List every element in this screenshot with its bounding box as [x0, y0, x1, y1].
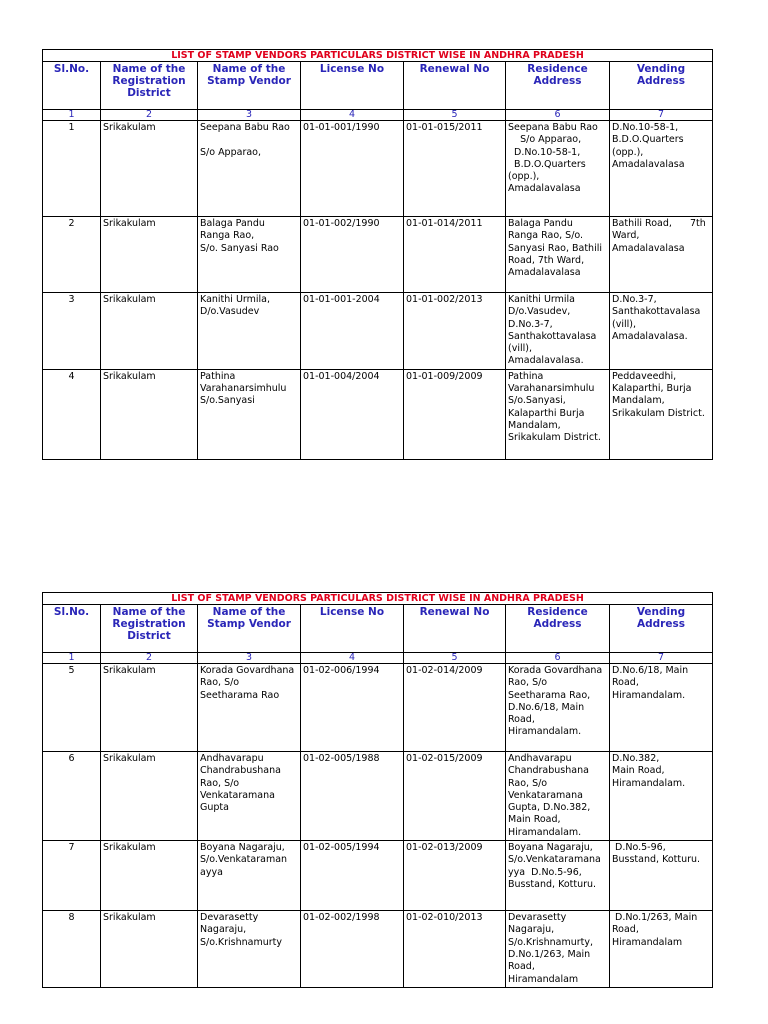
header-residence: Residence Address	[506, 62, 610, 110]
column-number: 1	[43, 110, 101, 121]
table-row	[43, 217, 713, 293]
column-number: 3	[198, 653, 301, 664]
column-number: 3	[198, 110, 301, 121]
vendor-name-cell: Seepana Babu Rao S/o Apparao,	[198, 121, 301, 217]
vendor-name-cell: Devarasetty Nagaraju, S/o.Krishnamurty	[198, 911, 301, 988]
sl-no-cell: 5	[43, 664, 101, 752]
header-sl-no: Sl.No.	[43, 605, 101, 653]
header-renewal: Renewal No	[404, 605, 506, 653]
vendor-table-2	[42, 592, 713, 988]
renewal-no-cell: 01-02-013/2009	[404, 841, 506, 911]
vending-address-cell: Bathili Road, 7th Ward, Amadalavalasa	[610, 217, 713, 293]
header-vending: Vending Address	[610, 62, 713, 110]
table-body-2	[43, 664, 713, 988]
table-row	[43, 752, 713, 841]
vending-address-cell: D.No.5-96, Busstand, Kotturu.	[610, 841, 713, 911]
vending-address-cell: D.No.3-7, Santhakottavalasa (vill), Amadalavalasa.	[610, 293, 713, 370]
license-no-cell: 01-02-005/1988	[301, 752, 404, 841]
column-number: 2	[101, 653, 198, 664]
vending-address-cell: D.No.6/18, Main Road, Hiramandalam.	[610, 664, 713, 752]
vendor-table-1	[42, 49, 713, 460]
vending-address-cell: D.No.382, Main Road, Hiramandalam.	[610, 752, 713, 841]
residence-address-cell: Seepana Babu Rao S/o Apparao, D.No.10-58-1, B.D.O.Quarters (opp.), Amadalavalasa	[506, 121, 610, 217]
vendor-name-cell: Kanithi Urmila, D/o.Vasudev	[198, 293, 301, 370]
header-residence: Residence Address	[506, 605, 610, 653]
column-number: 1	[43, 653, 101, 664]
residence-address-cell: Andhavarapu Chandrabushana Rao, S/o Venkataramana Gupta, D.No.382, Main Road, Hiramandalam.	[506, 752, 610, 841]
renewal-no-cell: 01-02-010/2013	[404, 911, 506, 988]
district-cell: Srikakulam	[101, 293, 198, 370]
column-number: 7	[610, 653, 713, 664]
district-cell: Srikakulam	[101, 911, 198, 988]
renewal-no-cell: 01-01-009/2009	[404, 369, 506, 459]
header-district: Name of the Registration District	[101, 62, 198, 110]
sl-no-cell: 7	[43, 841, 101, 911]
license-no-cell: 01-01-002/1990	[301, 217, 404, 293]
table-row	[43, 121, 713, 217]
column-number: 4	[301, 653, 404, 664]
vendor-name-cell: Andhavarapu Chandrabushana Rao, S/o Venkataramana Gupta	[198, 752, 301, 841]
license-no-cell: 01-01-004/2004	[301, 369, 404, 459]
sl-no-cell: 8	[43, 911, 101, 988]
column-number: 6	[506, 653, 610, 664]
header-vendor: Name of the Stamp Vendor	[198, 62, 301, 110]
header-vending: Vending Address	[610, 605, 713, 653]
residence-address-cell: Korada Govardhana Rao, S/o Seetharama Rao, D.No.6/18, Main Road, Hiramandalam.	[506, 664, 610, 752]
column-number: 2	[101, 110, 198, 121]
residence-address-cell: Kanithi Urmila D/o.Vasudev, D.No.3-7, Santhakottavalasa (vill), Amadalavalasa.	[506, 293, 610, 370]
column-number: 7	[610, 110, 713, 121]
header-district: Name of the Registration District	[101, 605, 198, 653]
sl-no-cell: 4	[43, 369, 101, 459]
sl-no-cell: 3	[43, 293, 101, 370]
header-vendor: Name of the Stamp Vendor	[198, 605, 301, 653]
stamp-vendor-sheet-1	[42, 49, 712, 460]
vendor-name-cell: Pathina Varahanarsimhulu S/o.Sanyasi	[198, 369, 301, 459]
table-row	[43, 841, 713, 911]
vendor-name-cell: Korada Govardhana Rao, S/o Seetharama Rao	[198, 664, 301, 752]
district-cell: Srikakulam	[101, 369, 198, 459]
vending-address-cell: D.No.1/263, Main Road, Hiramandalam	[610, 911, 713, 988]
renewal-no-cell: 01-01-014/2011	[404, 217, 506, 293]
license-no-cell: 01-02-005/1994	[301, 841, 404, 911]
sl-no-cell: 2	[43, 217, 101, 293]
license-no-cell: 01-02-006/1994	[301, 664, 404, 752]
residence-address-cell: Boyana Nagaraju, S/o.Venkataramana yya D.No.5-96, Busstand, Kotturu.	[506, 841, 610, 911]
renewal-no-cell: 01-02-015/2009	[404, 752, 506, 841]
table-row	[43, 293, 713, 370]
table-title: LIST OF STAMP VENDORS PARTICULARS DISTRICT WISE IN ANDHRA PRADESH	[43, 50, 713, 62]
vendor-name-cell: Boyana Nagaraju, S/o.Venkataraman ayya	[198, 841, 301, 911]
license-no-cell: 01-01-001-2004	[301, 293, 404, 370]
header-license: License No	[301, 605, 404, 653]
vending-address-cell: Peddaveedhi, Kalaparthi, Burja Mandalam, Srikakulam District.	[610, 369, 713, 459]
residence-address-cell: Devarasetty Nagaraju, S/o.Krishnamurty, D.No.1/263, Main Road, Hiramandalam	[506, 911, 610, 988]
sl-no-cell: 1	[43, 121, 101, 217]
residence-address-cell: Pathina Varahanarsimhulu S/o.Sanyasi, Kalaparthi Burja Mandalam, Srikakulam District.	[506, 369, 610, 459]
renewal-no-cell: 01-01-015/2011	[404, 121, 506, 217]
license-no-cell: 01-01-001/1990	[301, 121, 404, 217]
table-row	[43, 911, 713, 988]
sl-no-cell: 6	[43, 752, 101, 841]
district-cell: Srikakulam	[101, 121, 198, 217]
district-cell: Srikakulam	[101, 664, 198, 752]
renewal-no-cell: 01-01-002/2013	[404, 293, 506, 370]
table-title: LIST OF STAMP VENDORS PARTICULARS DISTRICT WISE IN ANDHRA PRADESH	[43, 593, 713, 605]
vendor-name-cell: Balaga Pandu Ranga Rao, S/o. Sanyasi Rao	[198, 217, 301, 293]
column-number: 4	[301, 110, 404, 121]
district-cell: Srikakulam	[101, 752, 198, 841]
residence-address-cell: Balaga Pandu Ranga Rao, S/o. Sanyasi Rao, Bathili Road, 7th Ward, Amadalavalasa	[506, 217, 610, 293]
stamp-vendor-sheet-2	[42, 592, 712, 988]
header-sl-no: Sl.No.	[43, 62, 101, 110]
district-cell: Srikakulam	[101, 841, 198, 911]
vending-address-cell: D.No.10-58-1, B.D.O.Quarters (opp.), Amadalavalasa	[610, 121, 713, 217]
header-license: License No	[301, 62, 404, 110]
column-number: 5	[404, 110, 506, 121]
column-number: 5	[404, 653, 506, 664]
table-row	[43, 369, 713, 459]
header-renewal: Renewal No	[404, 62, 506, 110]
column-number: 6	[506, 110, 610, 121]
renewal-no-cell: 01-02-014/2009	[404, 664, 506, 752]
table-body-1	[43, 121, 713, 460]
district-cell: Srikakulam	[101, 217, 198, 293]
license-no-cell: 01-02-002/1998	[301, 911, 404, 988]
table-row	[43, 664, 713, 752]
